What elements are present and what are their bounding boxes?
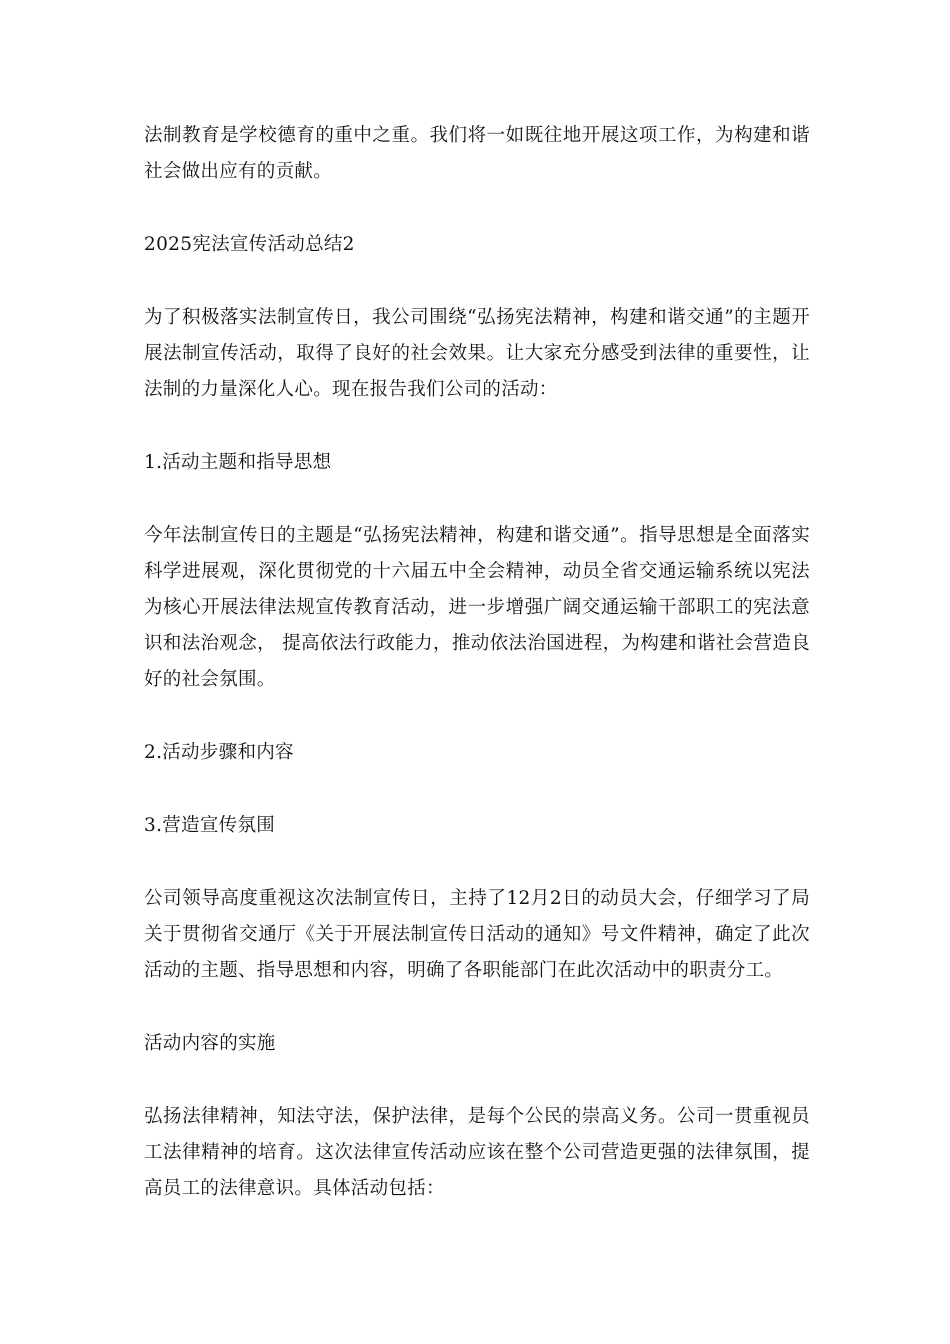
heading-implementation: 活动内容的实施 [144,1033,276,1054]
heading-steps: 2.活动步骤和内容 [144,742,294,763]
paragraph-intro: 为了积极落实法制宣传日，我公司围绕“弘扬宪法精神，构建和谐交通”的主题开展法制宣传活动，取得了良好的社会效果。让大家充分感受到法律的重要性，让法制的力量深化人心。现在报告我们公司的活动： [144,307,810,400]
heading-atmosphere: 3.营造宣传氛围 [144,815,276,836]
document-body [144,118,810,1207]
paragraph-theme: 今年法制宣传日的主题是“弘扬宪法精神，构建和谐交通”。指导思想是全面落实科学进展观，深化贯彻党的十六届五中全会精神，动员全省交通运输系统以宪法为核心开展法律法规宣传教育活动，进一步增强广阔交通运输干部职工的宪法意识和法治观念， 提高依法行政能力，推动依法治国进程，为构建和谐社会营造良好的社会氛围。 [144,525,810,690]
paragraph-closing: 法制教育是学校德育的重中之重。我们将一如既往地开展这项工作，为构建和谐社会做出应有的贡献。 [144,125,810,182]
paragraph-leadership: 公司领导高度重视这次法制宣传日，主持了12月2日的动员大会，仔细学习了局关于贯彻省交通厅《关于开展法制宣传日活动的通知》号文件精神，确定了此次活动的主题、指导思想和内容，明确了各职能部门在此次活动中的职责分工。 [144,888,810,981]
paragraph-implementation: 弘扬法律精神，知法守法，保护法律，是每个公民的崇高义务。公司一贯重视员工法律精神的培育。这次法律宣传活动应该在整个公司营造更强的法律氛围，提高员工的法律意识。具体活动包括： [144,1106,810,1199]
section-title: 2025宪法宣传活动总结2 [144,234,355,255]
heading-theme: 1.活动主题和指导思想 [144,452,332,473]
